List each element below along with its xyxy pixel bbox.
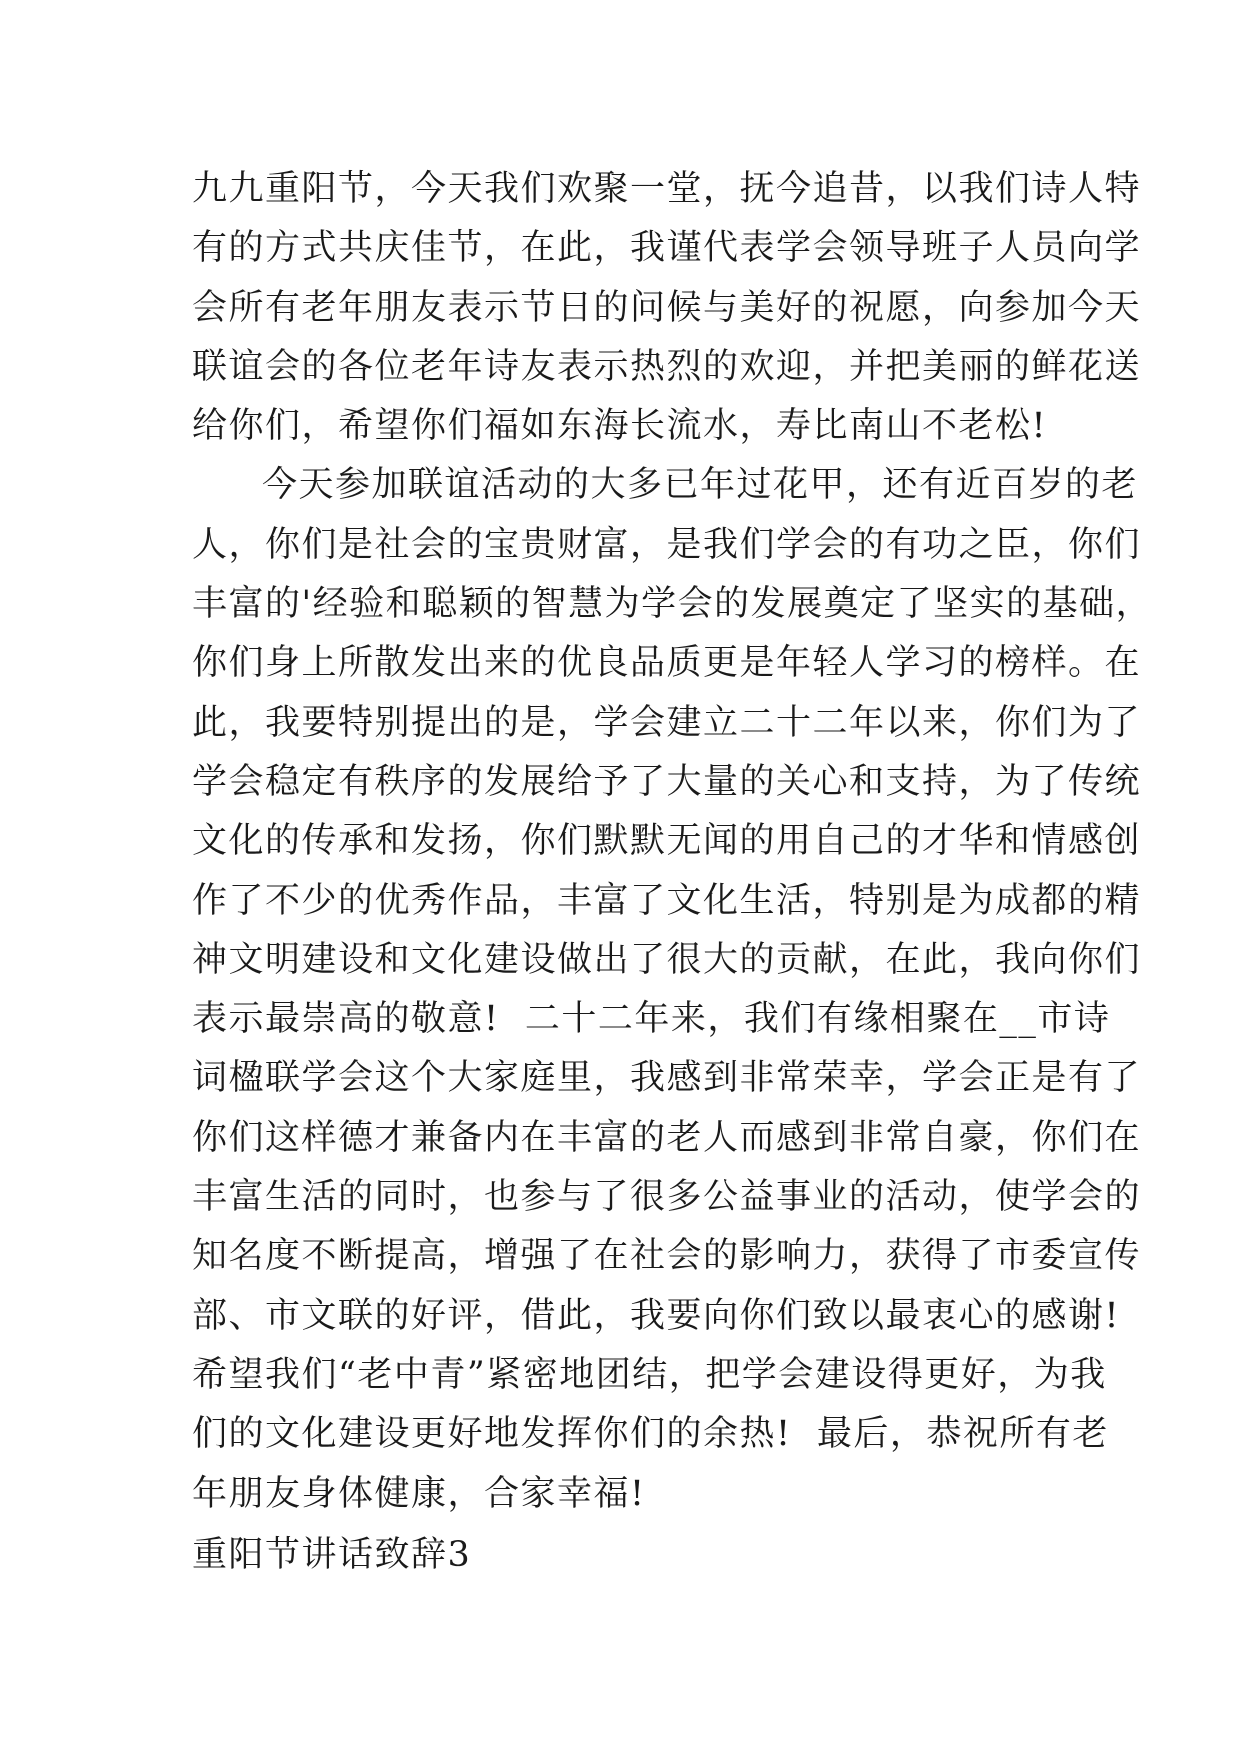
text-line: 人，你们是社会的宝贵财富，是我们学会的有功之臣，你们 <box>192 524 1142 565</box>
text-line: 文化的传承和发扬，你们默默无闻的用自己的才华和情感创 <box>192 821 1142 862</box>
text-line: 神文明建设和文化建设做出了很大的贡献，在此，我向你们 <box>192 939 1142 980</box>
section-heading: 重阳节讲话致辞3 <box>192 1534 472 1575</box>
text-line: 丰富的'经验和聪颖的智慧为学会的发展奠定了坚实的基础， <box>192 584 1153 625</box>
text-line: 会所有老年朋友表示节日的问候与美好的祝愿，向参加今天 <box>192 287 1142 328</box>
text-line: 丰富生活的同时，也参与了很多公益事业的活动，使学会的 <box>192 1177 1142 1218</box>
text-line: 你们身上所散发出来的优良品质更是年轻人学习的榜样。在 <box>192 643 1142 684</box>
document-page <box>192 160 1153 1585</box>
text-line: 你们这样德才兼备内在丰富的老人而感到非常自豪，你们在 <box>192 1117 1142 1158</box>
text-line: 联谊会的各位老年诗友表示热烈的欢迎，并把美丽的鲜花送 <box>192 346 1142 387</box>
paragraph-tribute <box>192 456 1153 1523</box>
text-line: 部、市文联的好评，借此，我要向你们致以最衷心的感谢! <box>192 1295 1121 1336</box>
text-line: 知名度不断提高，增强了在社会的影响力，获得了市委宣传 <box>192 1236 1142 1277</box>
text-line: 希望我们“老中青”紧密地团结，把学会建设得更好，为我 <box>192 1354 1107 1395</box>
text-line: 年朋友身体健康，合家幸福! <box>192 1473 646 1514</box>
text-line: 今天参加联谊活动的大多已年过花甲，还有近百岁的老 <box>262 465 1139 506</box>
paragraph-greeting <box>192 160 1142 456</box>
text-line: 表示最崇高的敬意! 二十二年来，我们有缘相聚在__市诗 <box>192 999 1111 1040</box>
text-line: 此，我要特别提出的是，学会建立二十二年以来，你们为了 <box>192 702 1142 743</box>
text-line: 作了不少的优秀作品，丰富了文化生活，特别是为成都的精 <box>192 880 1142 921</box>
text-line: 词楹联学会这个大家庭里，我感到非常荣幸，学会正是有了 <box>192 1058 1142 1099</box>
text-line: 有的方式共庆佳节，在此，我谨代表学会领导班子人员向学 <box>192 228 1142 269</box>
text-line: 九九重阳节，今天我们欢聚一堂，抚今追昔，以我们诗人特 <box>192 169 1142 209</box>
text-line: 学会稳定有秩序的发展给予了大量的关心和支持，为了传统 <box>192 761 1142 802</box>
text-line: 给你们，希望你们福如东海长流水，寿比南山不老松! <box>192 406 1048 447</box>
text-line: 们的文化建设更好地发挥你们的余热! 最后，恭祝所有老 <box>192 1414 1109 1455</box>
